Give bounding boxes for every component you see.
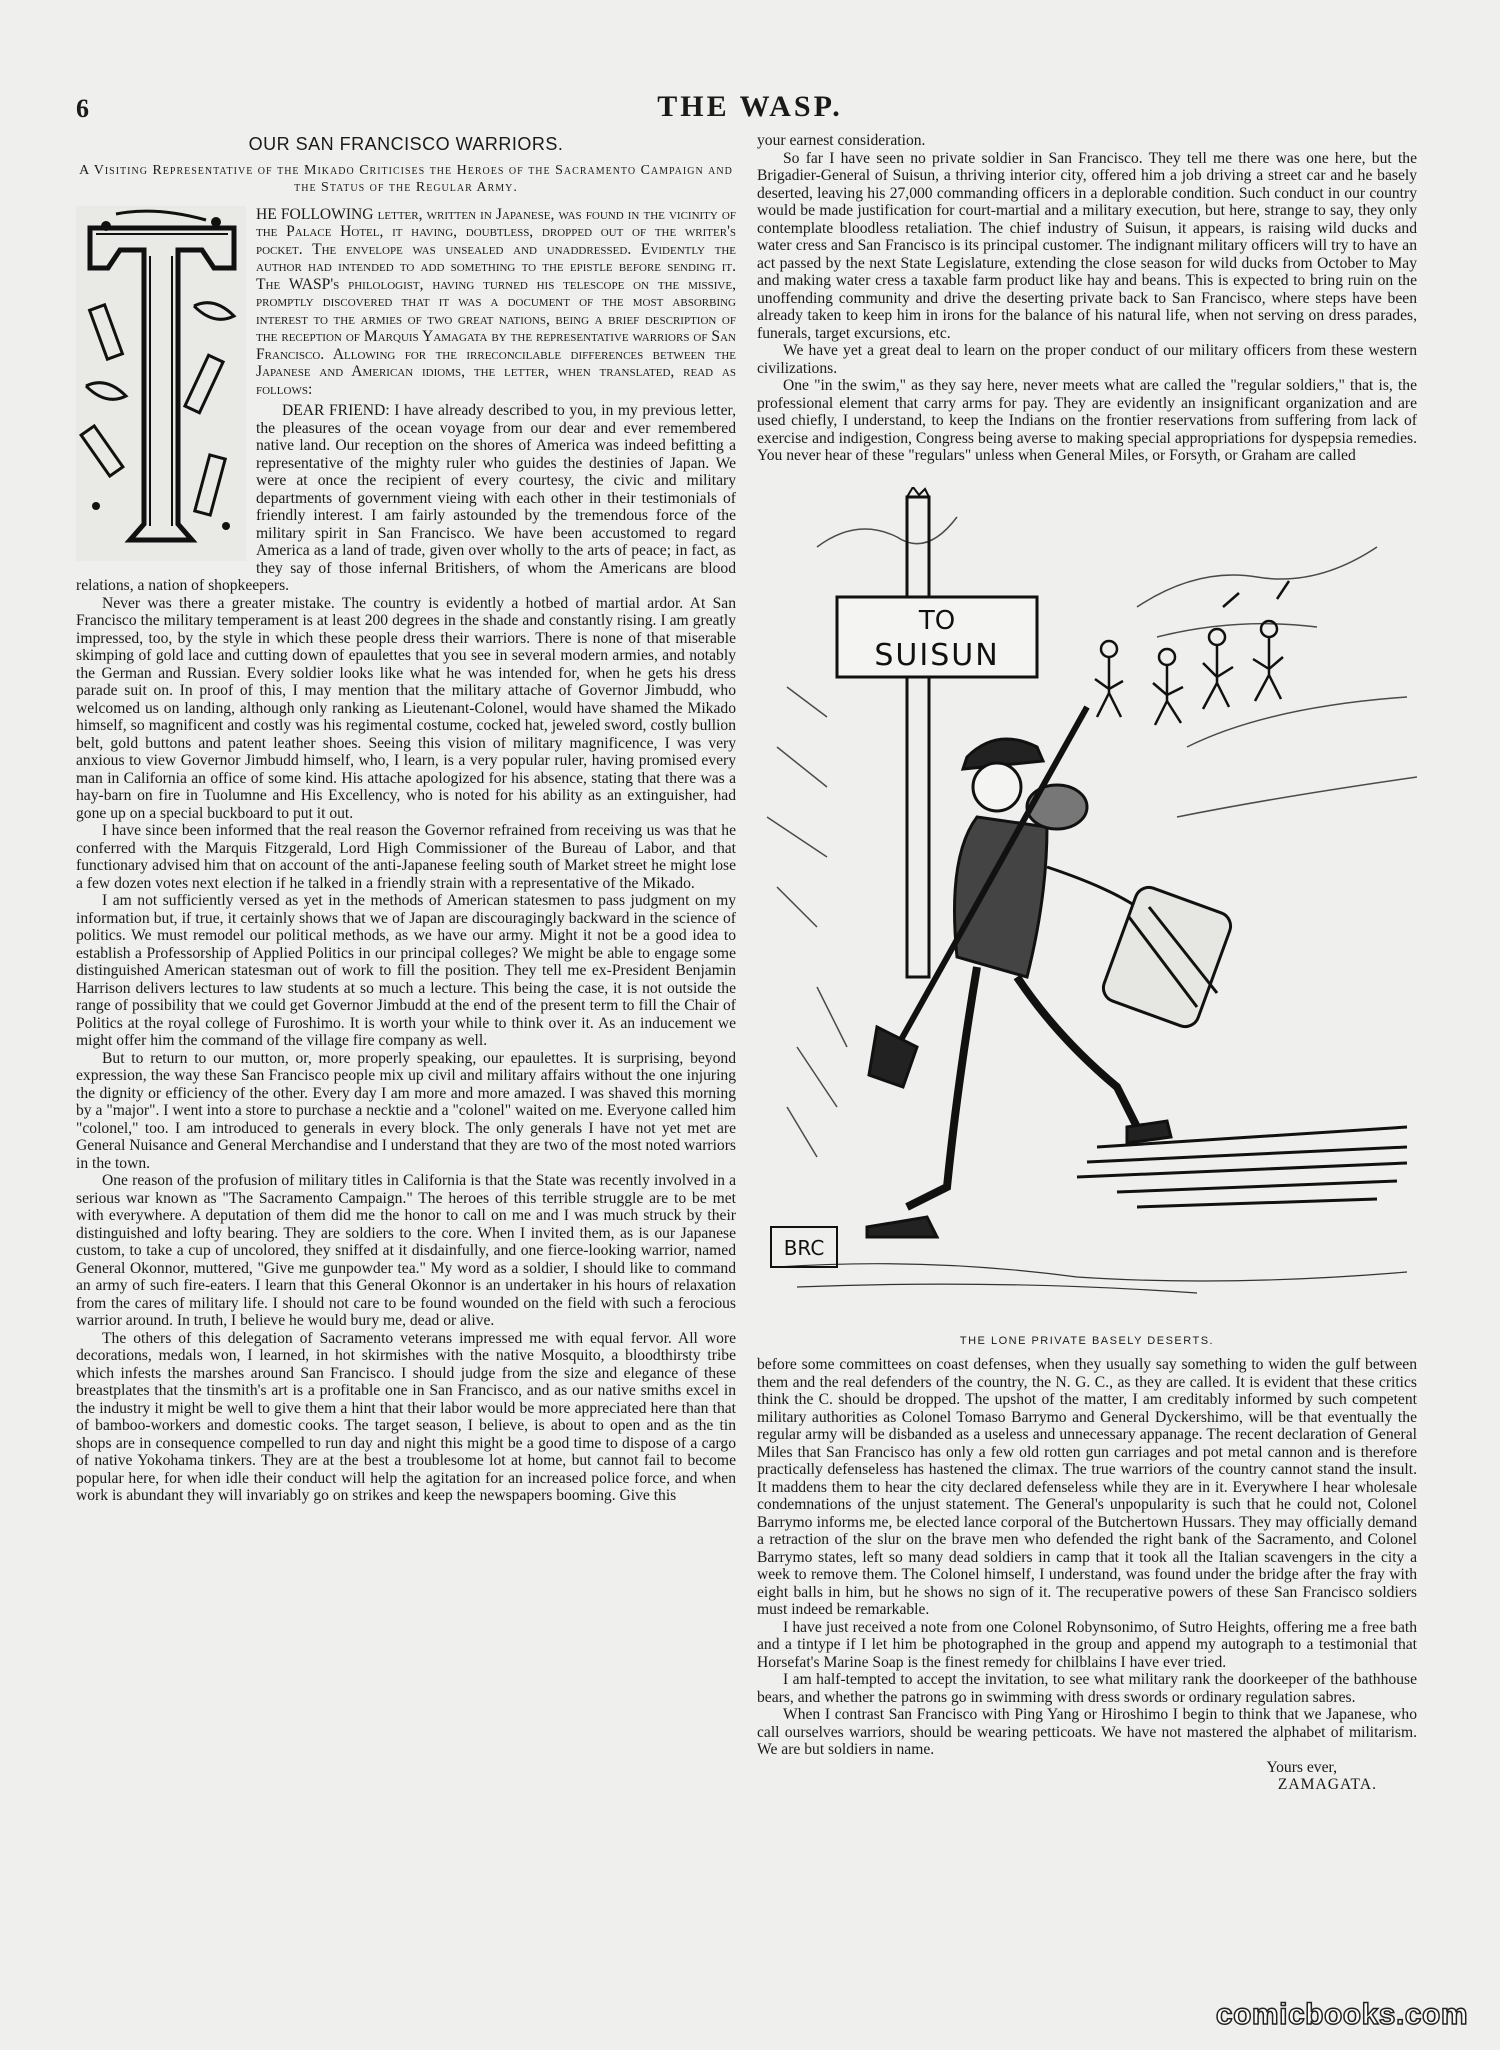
page-number: 6 [76, 94, 89, 123]
left-column [76, 132, 736, 1505]
letter-paragraph: One "in the swim," as they say here, never meets what are called the "regular soldiers," that is, the professional element that carry arms for pay. They are evidently an insignificant organization and are used chiefly, I understand, to keep the Indians on the frontier reservations from suffering from lack of exercise and indigestion, Congress being averse to making special appropriations for dyspepsia remedies. You never hear of these "regulars" unless when General Miles, or Forsyth, or Graham are called [757, 377, 1417, 464]
signature: ZAMAGATA. [1277, 1776, 1377, 1793]
letter-paragraph: When I contrast San Francisco with Ping Yang or Hiroshimo I begin to think that we Japanese, who call ourselves warriors, should be wearing petticoats. We have not mastered the alphabet of militarism. We are but soldiers in name. [757, 1706, 1417, 1758]
salutation: DEAR FRIEND: [282, 402, 390, 419]
watermark: comicbooks.com [1215, 1998, 1468, 2031]
letter-paragraph: before some committees on coast defenses, when they usually say something to widen the gulf between them and the real defenders of the country, the N. G. C., as they are called. It is evident that these critics think the C. should be dropped. The upshot of the matter, I am creditably informed by such competent military authorities as Colonel Tomaso Barrymo and General Dyckershimo, will be that eventually the regular army will be disbanded as a useless and unnecessary appanage. The recent declaration of General Miles that San Francisco has only a few old rotten gun carriages and pot metal cannon and is therefore practically defenseless has hastened the climax. The true warriors of the country cannot stand the insult. It maddens them to hear the city declared defenseless while they are in it. Everywhere I hear wholesale condemnations of the unjust statement. The General's unpopularity is such that he could not, Colonel Barrymo informs me, be elected lance corporal of the Butchertown Hussars. They may officially demand a retraction of the slur on the brave men who defended the right bank of the Sacramento, and Colonel Barrymo states, left so many dead soldiers in camp that it took all the Italian scavengers in the city a week to remove them. The Colonel himself, I understand, was found under the bridge after the fray with eight balls in him, but he shows no sign of it. The recuperative powers of these San Francisco soldiers must indeed be remarkable. [757, 1356, 1417, 1618]
sign-line-suisun: SUISUN [874, 637, 1000, 673]
letter-paragraph: But to return to our mutton, or, more properly speaking, our epaulettes. It is surprising, beyond expression, the way these San Francisco people mix up civil and military affairs without the one injuring the dignity or efficiency of the other. Every day I am more and more amazed. I was shaved this morning by a "major". I went into a store to purchase a necktie and a "colonel" waited on me. Everyone called him "colonel," too. I am introduced to generals in every block. The only generals I have not yet met are General Nuisance and General Merchandise and I understand that they are two of the most noted warriors in the town. [76, 1049, 736, 1172]
masthead: THE WASP. [657, 90, 843, 123]
letter-paragraph: I have just received a note from one Colonel Robynsonimo, of Sutro Heights, offering me a free bath and a tintype if I let him be photographed in the group and append my autograph to a testimonial that Horsefat's Marine Soap is the finest remedy for chilblains I have ever tried. [757, 1618, 1417, 1671]
artist-monogram: BRC [783, 1235, 825, 1260]
letter-paragraph: The others of this delegation of Sacramento veterans impressed me with equal fervor. All wore decorations, medals won, I learned, in hot skirmishes with the native Mosquito, a bloodthirsty tribe which infests the marshes around San Francisco. I should judge from the size and elegance of these breastplates that the tinsmith's art is a profitable one in San Francisco, and as our native smiths excel in the industry it might be well to give them a hint that their labor would be more appreciated here than that of bamboo-workers and domestic cooks. The target season, I believe, is about to open and as the tin shops are in consequence compelled to run day and night this might be a good time to dispose of a cargo of native Yokohama tinkers. They are at the best a troublesome lot at home, but cannot fail to become popular here, for when idle their conduct will help the agitation for an increased police force, and when work is abundant they will invariably go on strikes and keep the newspapers booming. Give this [76, 1329, 736, 1504]
decorative-initial-t [76, 206, 246, 561]
letter-paragraph: I have since been informed that the real reason the Governor refrained from receiving us was that he conferred with the Marquis Fitzgerald, Lord High Commissioner of the Bureau of Labor, and that functionary advised him that on account of the anti-Japanese feeling south of Market street he might lose a few dozen votes next election if he talked in a friendly strain with a representative of the Mikado. [76, 822, 736, 892]
illustration-caption: THE LONE PRIVATE BASELY DESERTS. [959, 1334, 1215, 1347]
letter-paragraph: Never was there a greater mistake. The country is evidently a hotbed of martial ardor. At San Francisco the military temperament is at least 200 degrees in the shade and constantly rising. I am greatly impressed, too, by the style in which these people dress their warriors. There is none of that miserable skimping of gold lace and cutting down of epaulettes that you see in several modern armies, and notably the German and Russian. Every soldier looks like what he was intended for, when he gets his dress parade suit on. In proof of this, I may mention that the military attache of Governor Jimbudd, who welcomed us on landing, although only ranking as Lieutenant-Colonel, would have shamed the Mikado himself, so magnificent and costly was his regimental costume, cocked hat, jeweled sword, costly bullion belt, gold buttons and patent leather shoes. Seeing this vision of military magnificence, I was very anxious to view Governor Jimbudd himself, who, I learn, is a very popular ruler, having promised every man in California an office of some kind. His attache apologized for his absence, stating that there was a hay-barn on fire in Tuolumne and His Excellency, who is noted for his ability as an extinguisher, had gone up on a special buckboard to put it out. [76, 594, 736, 822]
cartoon-illustration [757, 487, 1417, 1327]
letter-paragraph: I am half-tempted to accept the invitation, to see what military rank the doorkeeper of the bathhouse bears, and whether the patrons go in swimming with dress swords or ordinary regulation sabres. [757, 1671, 1417, 1706]
letter-paragraph: I am not sufficiently versed as yet in the methods of American statesmen to pass judgment on my information but, if true, it certainly shows that we of Japan are discouragingly backward in the science of politics. We must remodel our political methods, as we have our army. Might it not be a good idea to establish a Professorship of Applied Politics in our principal colleges? We might be able to engage some distinguished American statesman out of work to fill the position. They tell me ex-President Benjamin Harrison delivers lectures to law students at so much a lecture. This being the case, it is not outside the range of possibility that we could get Governor Jimbudd at the end of the present term to fill the Chair of Politics at the royal college of Furoshimo. It is worth your while to think over it. As an inducement we might offer him the command of the village fire company as well. [76, 892, 736, 1049]
letter-paragraph: So far I have seen no private soldier in San Francisco. They tell me there was one here, but the Brigadier-General of Suisun, a thriving interior city, offered him a job driving a street car and he basely deserted, leaving his 27,000 commanding officers in a deplorable condition. Such conduct in our country would be made justification for court-martial and a military execution, but here, strange to say, they only contemplate bloodless retaliation. The chief industry of Suisun, it appears, is raising wild ducks and water cress and San Francisco is its principal customer. The indignant military officers will try to have an act passed by the next State Legislature, extending the close season for wild ducks from October to May and making water cress a taxable farm product like hay and beans. This is expected to bring ruin on the unoffending community and drive the deserting private back to San Francisco, where steps have been already taken to keep him in irons for the balance of his natural life, when not serving on dress parades, funerals, target excursions, etc. [757, 149, 1417, 342]
sign-line-to: TO [918, 605, 956, 636]
article-subhead: A Visiting Representative of the Mikado Criticises the Heroes of the Sacramento Campaign and the Status of the Regular Army. [79, 162, 733, 195]
letter-paragraph: your earnest consideration. [757, 132, 926, 149]
right-column [757, 132, 1417, 1794]
letter-paragraph-text: I have already described to you, in my previous letter, the pleasures of the ocean voyage from our dear and ever remembered native land. Our reception on the shores of America was indeed befitting a representative of the mighty ruler who guides the destinies of Japan. We were at once the recipient of every courtesy, the civic and military departments of government vieing with each other in their testimonials of friendly interest. I am fairly astounded by the tremendous force of the military spirit in San Francisco. We have been accustomed to regard America as a land of trade, given over wholly to the arts of peace; in fact, as they say of those infernal Britishers, of whom the Americans are blood relations, a nation of shopkeepers. [76, 402, 736, 594]
letter-paragraph: One reason of the profusion of military titles in California is that the State was recently involved in a serious war known as "The Sacramento Campaign." The heroes of this terrible struggle are to be met with everywhere. A deputation of them did me the honor to call on me and I was much struck by their distinguished and lofty bearing. They are soldiers to the core. When I invited them, as is our Japanese custom, to take a cup of uncolored, they sniffed at it disdainfully, and one fierce-looking warrior, named General Okonnor, muttered, "Give me gunpowder tea." My word as a soldier, I should like to command an army of such fire-eaters. I learn that this General Okonnor is an undertaker in his hours of relaxation from the cares of military life. I should not care to be found wounded on the field with such a ferocious warrior around. In truth, I believe he would bury me, dead or alive. [76, 1172, 736, 1329]
intro-paragraph: HE FOLLOWING letter, written in Japanese, was found in the vicinity of the Palace Hotel, it having, doubtless, dropped out of the writer's pocket. The envelope was unsealed and unaddressed. Evidently the author had intended to add something to the epistle before sending it. The WASP's philologist, having turned his telescope on the missive, promptly discovered that it was a document of the most absorbing interest to the armies of two great nations, being a brief description of the reception of Marquis Yamagata by the representative warriors of San Francisco. Allowing for the irreconcilable differences between the Japanese and American idioms, the letter, when translated, read as follows: [256, 205, 736, 398]
letter-paragraph: We have yet a great deal to learn on the proper conduct of our military officers from these western civilizations. [757, 342, 1417, 377]
article-title: OUR SAN FRANCISCO WARRIORS. [248, 134, 564, 154]
closing: Yours ever, [1266, 1758, 1337, 1776]
